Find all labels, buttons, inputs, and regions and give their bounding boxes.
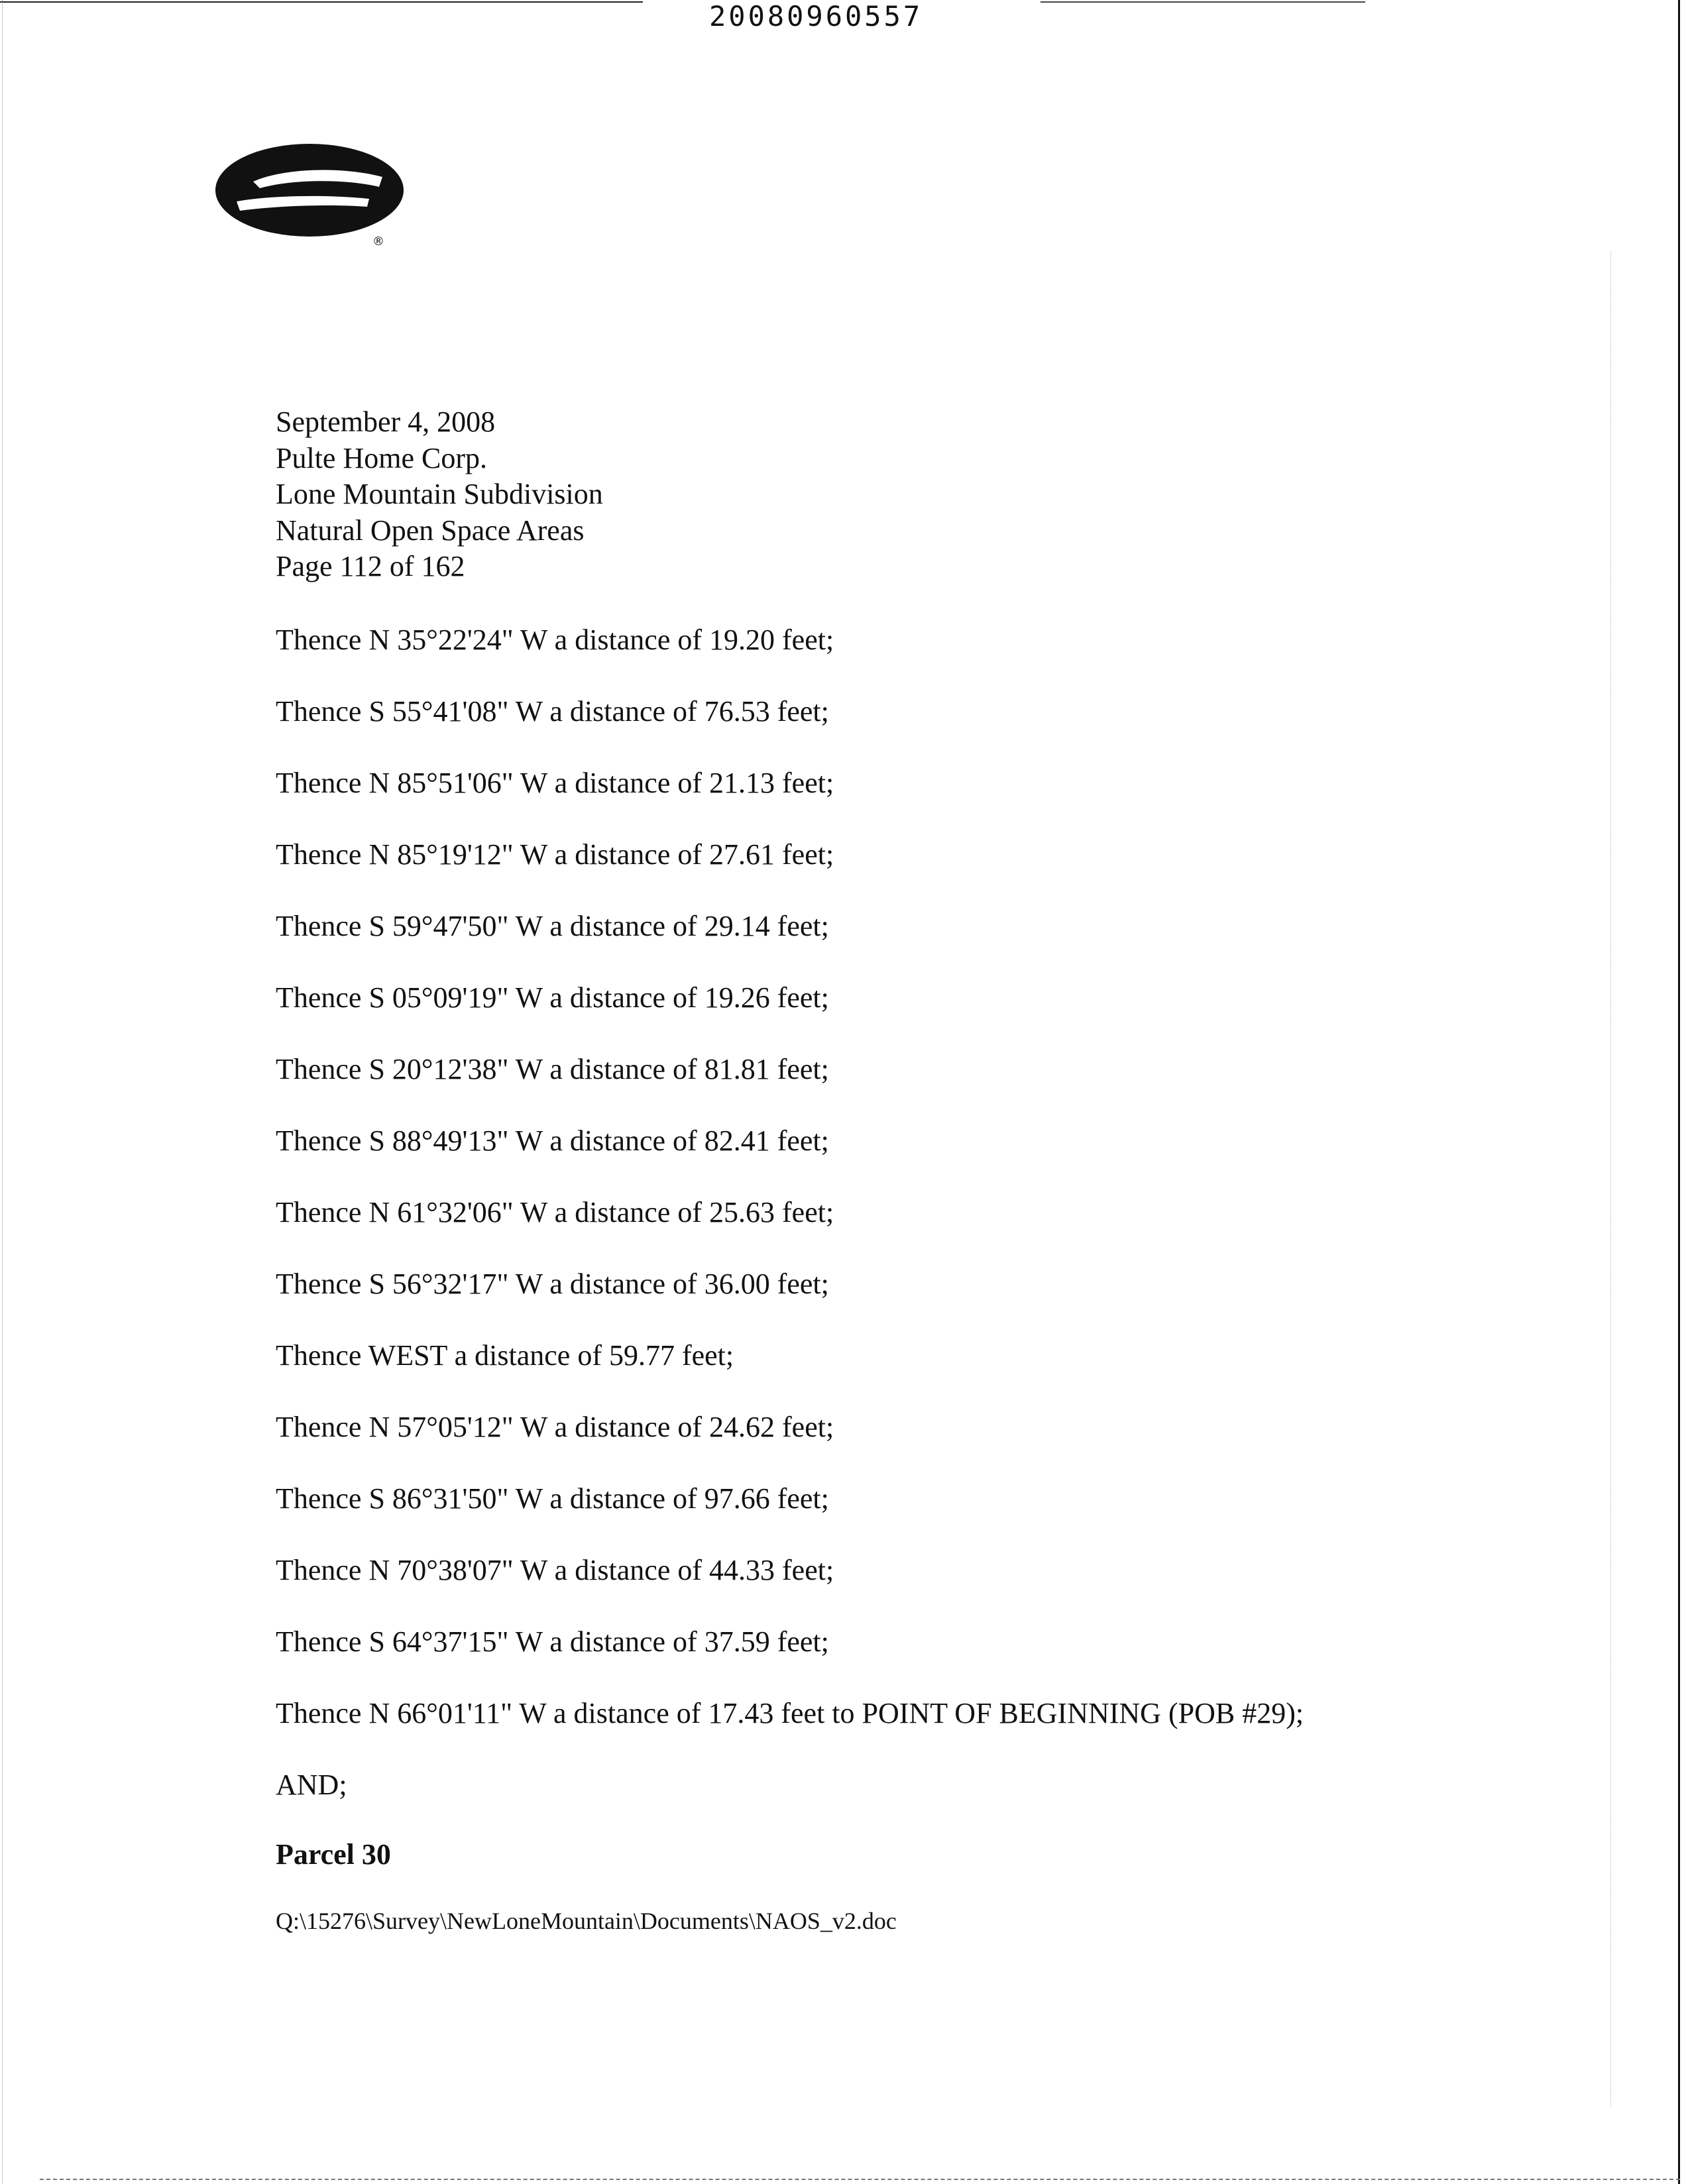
course-line: Thence N 85°19'12" W a distance of 27.61 feet;: [276, 838, 834, 871]
scan-edge-top-right: [1040, 1, 1365, 3]
header-area: Natural Open Space Areas: [276, 514, 585, 547]
document-number: 20080960557: [709, 0, 923, 32]
course-line: Thence S 86°31'50" W a distance of 97.66 feet;: [276, 1482, 829, 1515]
course-line: Thence N 57°05'12" W a distance of 24.62 feet;: [276, 1411, 834, 1443]
scan-edge-left: [2, 0, 3, 2184]
course-line: Thence S 59°47'50" W a distance of 29.14 feet;: [276, 910, 829, 942]
scan-edge-top-left: [0, 1, 643, 3]
course-line: Thence S 55°41'08" W a distance of 76.53 feet;: [276, 695, 829, 728]
course-line: Thence S 64°37'15" W a distance of 37.59 feet;: [276, 1625, 829, 1658]
company-logo-icon: [213, 140, 412, 253]
course-line: Thence N 85°51'06" W a distance of 21.13 feet;: [276, 767, 834, 799]
scan-edge-bottom: [40, 2179, 1680, 2180]
header-company: Pulte Home Corp.: [276, 441, 487, 474]
header-date: September 4, 2008: [276, 406, 496, 438]
letter-header: [276, 404, 603, 585]
course-line: Thence N 70°38'07" W a distance of 44.33 feet;: [276, 1554, 834, 1586]
header-subdivision: Lone Mountain Subdivision: [276, 478, 603, 510]
svg-text:®: ®: [372, 235, 384, 248]
course-line: Thence S 88°49'13" W a distance of 82.41 feet;: [276, 1124, 829, 1157]
course-line: Thence WEST a distance of 59.77 feet;: [276, 1339, 734, 1372]
course-line: Thence N 61°32'06" W a distance of 25.63 feet;: [276, 1196, 834, 1228]
course-line-pob: Thence N 66°01'11" W a distance of 17.43 feet to POINT OF BEGINNING (POB #29);: [276, 1697, 1304, 1729]
conjunction-line: AND;: [276, 1769, 347, 1801]
course-line: Thence S 20°12'38" W a distance of 81.81 feet;: [276, 1053, 829, 1085]
parcel-heading: Parcel 30: [276, 1838, 391, 1871]
file-path-footer: Q:\15276\Survey\NewLoneMountain\Documents\NAOS_v2.doc: [276, 1908, 897, 1934]
course-line: Thence N 35°22'24" W a distance of 19.20 feet;: [276, 624, 834, 656]
course-line: Thence S 56°32'17" W a distance of 36.00 feet;: [276, 1268, 829, 1300]
scan-margin-dots: [1610, 252, 1611, 2107]
course-line: Thence S 05°09'19" W a distance of 19.26 feet;: [276, 981, 829, 1014]
scan-edge-right: [1678, 0, 1680, 2184]
header-page-number: Page 112 of 162: [276, 550, 465, 582]
